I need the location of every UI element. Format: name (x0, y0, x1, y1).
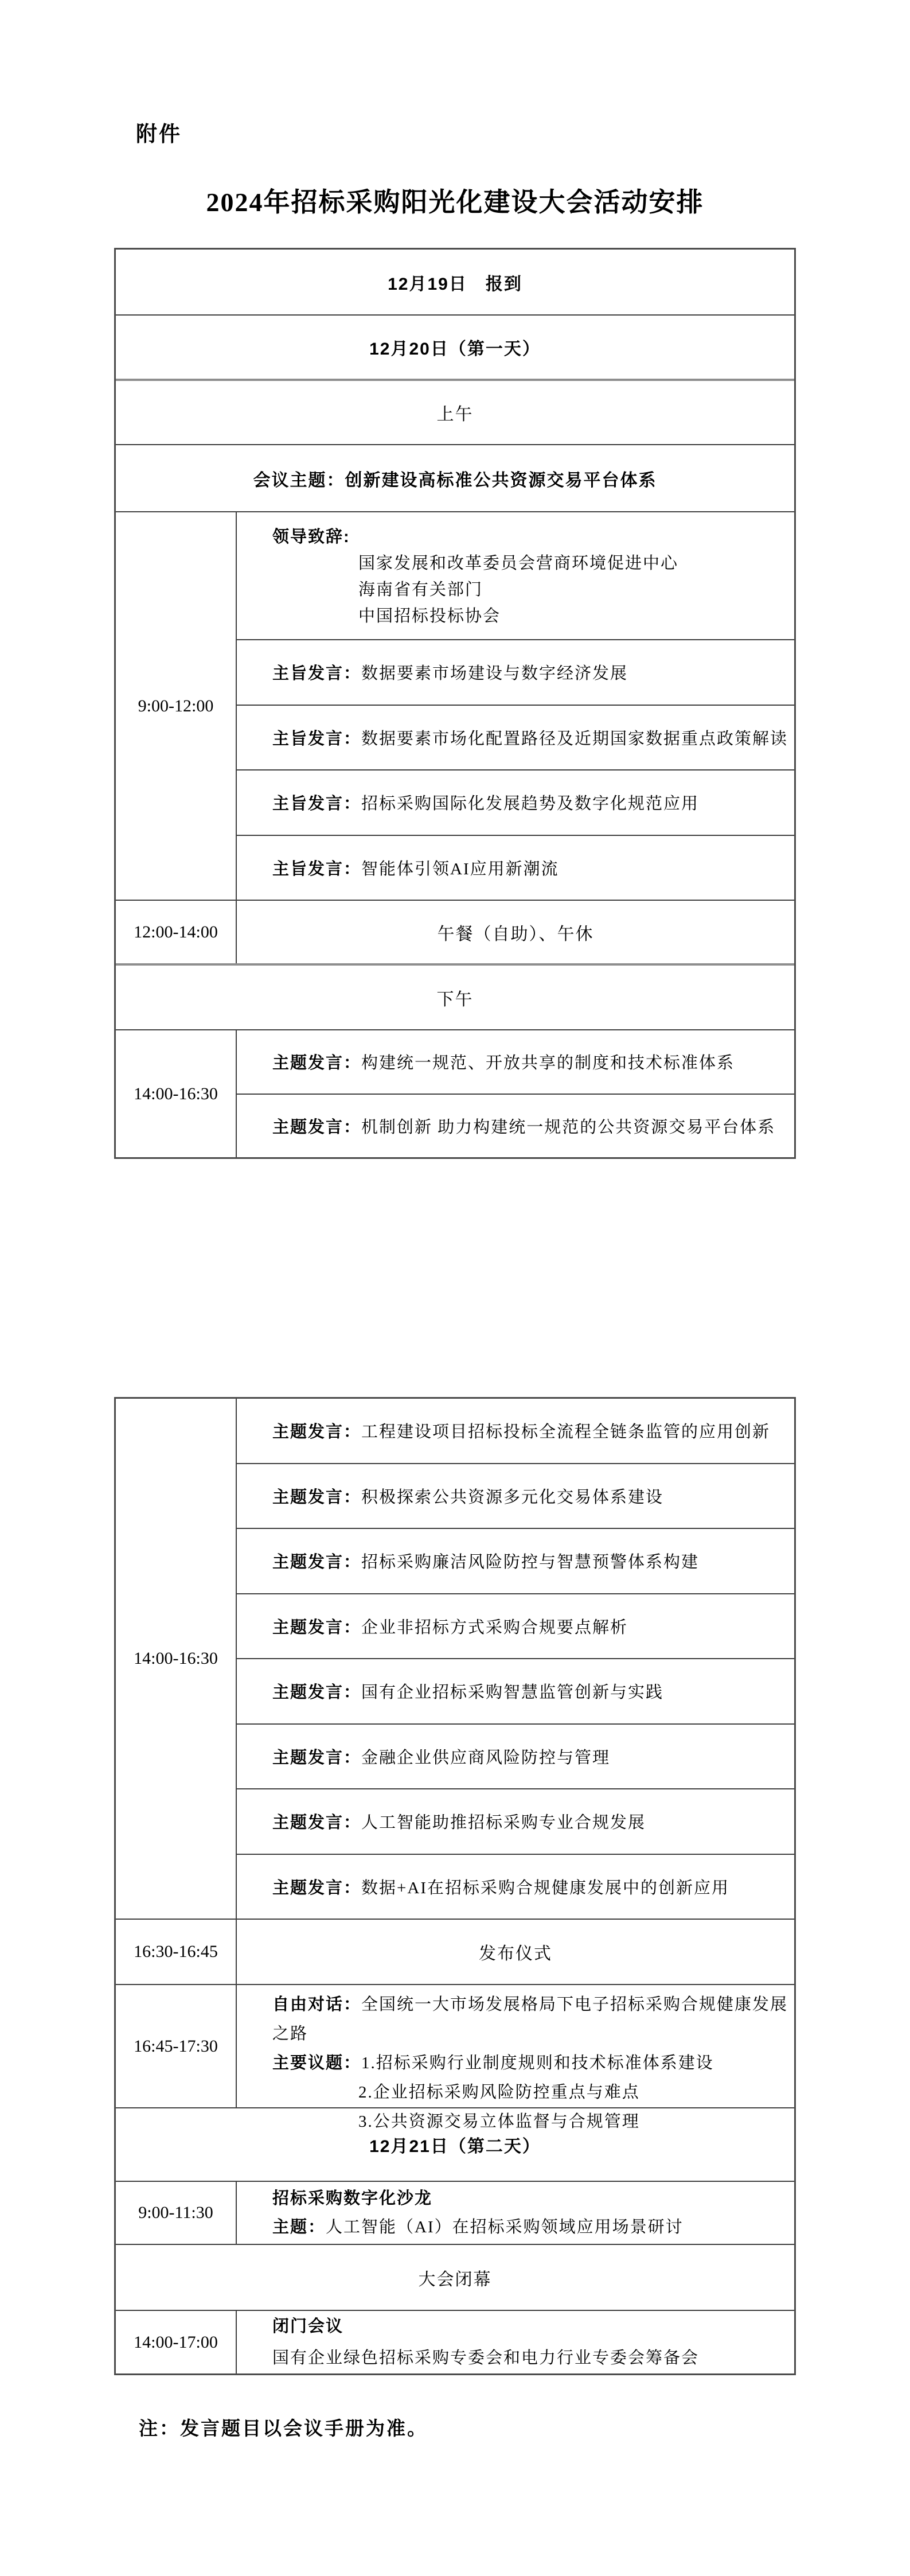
time-cell-salon: 9:00-11:30 (116, 2182, 237, 2244)
topic-row (237, 1789, 794, 1855)
footnote: 注：发言题目以会议手册为准。 (139, 2418, 428, 2439)
attachment-label: 附件 (136, 122, 182, 146)
schedule-table-day2 (114, 1397, 796, 2375)
row-registration: 12月19日 报到 (116, 250, 794, 316)
keynote-row (237, 640, 794, 706)
topic-row (237, 1399, 794, 1464)
org-line: 国家发展和改革委员会营商环境促进中心 (358, 554, 679, 573)
schedule-table-day1 (114, 248, 796, 1159)
topic-label: 主题发言： (272, 1814, 362, 1832)
afternoon-session2-content (237, 1399, 794, 1919)
row-lunch (116, 901, 794, 966)
topic-text: 构建统一规范、开放共享的制度和技术标准体系 (361, 1054, 735, 1073)
document-title: 2024年招标采购阳光化建设大会活动安排 (206, 188, 704, 217)
closed-meeting-content (237, 2311, 794, 2373)
row-closed-meeting (116, 2311, 794, 2373)
org-line: 海南省有关部门 (358, 581, 483, 599)
topic-text: 机制创新 助力构建统一规范的公共资源交易平台体系 (361, 1118, 776, 1137)
row-morning-session (116, 512, 794, 901)
dialog-label: 自由对话： (272, 1995, 362, 2014)
topic-text: 国有企业招标采购智慧监管创新与实践 (361, 1683, 664, 1702)
topic-text: 积极探索公共资源多元化交易体系建设 (361, 1488, 664, 1507)
topic-label: 主题发言： (272, 1553, 362, 1572)
topic-label: 主题发言： (272, 1618, 362, 1637)
row-afternoon-session-continued (116, 1399, 794, 1920)
topic-text: 工程建设项目招标投标全流程全链条监管的应用创新 (361, 1423, 771, 1442)
topic-label: 主题发言： (272, 1878, 362, 1897)
row-release-ceremony (116, 1920, 794, 1985)
morning-session-content (237, 512, 794, 900)
salon-theme-line (272, 2213, 794, 2242)
topic-row (237, 1529, 794, 1594)
leaders-speech-cell (237, 512, 794, 640)
row-day1-header: 12月20日（第一天） (116, 316, 794, 381)
keynote-text: 数据要素市场化配置路径及近期国家数据重点政策解读 (361, 729, 788, 748)
keynote-label: 主旨发言： (272, 859, 362, 878)
closed-meeting-title: 闭门会议 (272, 2317, 344, 2336)
keynote-label: 主旨发言： (272, 795, 362, 814)
lunch-text: 午餐（自助）、午休 (437, 924, 594, 944)
salon-theme-text: 人工智能（AI）在招标采购领域应用场景研讨 (326, 2218, 684, 2236)
row-day2-header: 12月21日（第二天） (116, 2108, 794, 2182)
topic-row (237, 1855, 794, 1919)
release-ceremony-text: 发布仪式 (479, 1944, 552, 1963)
topic-item: 2.企业招标采购风险防控重点与难点 (358, 2083, 640, 2102)
topic-text: 金融企业供应商风险防控与管理 (361, 1748, 611, 1767)
topic-row (237, 1030, 794, 1095)
time-cell-release: 16:30-16:45 (116, 1920, 237, 1984)
time-cell-dialog: 16:45-17:30 (116, 1985, 237, 2107)
keynote-row (237, 706, 794, 771)
keynote-text: 数据要素市场建设与数字经济发展 (361, 664, 628, 683)
row-free-dialog (116, 1985, 794, 2131)
closed-meeting-text: 国有企业绿色招标采购专委会和电力行业专委会筹备会 (272, 2348, 700, 2367)
keynote-text: 招标采购国际化发展趋势及数字化规范应用 (361, 795, 700, 814)
topic-label: 主题发言： (272, 1748, 362, 1767)
keynote-text: 智能体引领AI应用新潮流 (361, 859, 559, 878)
row-afternoon-session (116, 1030, 794, 1157)
leaders-speech-label: 领导致辞: (272, 528, 350, 546)
keynote-label: 主旨发言： (272, 664, 362, 683)
salon-theme-label: 主题： (272, 2218, 326, 2236)
keynote-row (237, 771, 794, 836)
topic-row (237, 1095, 794, 1158)
topic-item: 1.招标采购行业制度规则和技术标准体系建设 (361, 2054, 714, 2072)
topic-label: 主题发言： (272, 1488, 362, 1507)
topic-label: 主题发言： (272, 1683, 362, 1702)
row-morning: 上午 (116, 381, 794, 445)
topic-text: 企业非招标方式采购合规要点解析 (361, 1618, 628, 1637)
topic-item: 3.公共资源交易立体监督与合规管理 (358, 2112, 640, 2131)
topic-row (237, 1594, 794, 1660)
afternoon-session-content (237, 1030, 794, 1157)
topic-label: 主题发言： (272, 1054, 362, 1073)
time-cell-morning: 9:00-12:00 (116, 512, 237, 900)
salon-content (237, 2182, 794, 2244)
topic-text: 数据+AI在招标采购合规健康发展中的创新应用 (361, 1878, 729, 1897)
time-cell-lunch: 12:00-14:00 (116, 901, 237, 963)
dialog-line (272, 1990, 794, 2049)
time-cell-closed-meeting: 14:00-17:00 (116, 2311, 237, 2373)
row-conference-theme: 会议主题：创新建设高标准公共资源交易平台体系 (116, 445, 794, 512)
free-dialog-content (237, 1985, 794, 2131)
topics-label: 主要议题： (272, 2054, 362, 2072)
topic-text: 人工智能助推招标采购专业合规发展 (361, 1814, 646, 1832)
topic-row (237, 1659, 794, 1725)
salon-title: 招标采购数字化沙龙 (272, 2189, 433, 2208)
time-cell-afternoon2: 14:00-16:30 (116, 1399, 237, 1919)
row-closing: 大会闭幕 (116, 2245, 794, 2311)
keynote-label: 主旨发言： (272, 729, 362, 748)
row-digital-salon (116, 2182, 794, 2245)
topic-row (237, 1725, 794, 1790)
topic-row (237, 1464, 794, 1530)
topic-label: 主题发言： (272, 1423, 362, 1442)
row-afternoon: 下午 (116, 966, 794, 1030)
dialog-text: 全国统一大市场发展格局下电子招标采购合规健康发展之路 (272, 1995, 788, 2043)
dialog-line (272, 2049, 794, 2078)
topic-text: 招标采购廉洁风险防控与智慧预警体系构建 (361, 1553, 700, 1572)
topic-label: 主题发言： (272, 1118, 362, 1137)
keynote-row (237, 836, 794, 900)
time-cell-afternoon: 14:00-16:30 (116, 1030, 237, 1157)
org-line: 中国招标投标协会 (358, 607, 501, 625)
